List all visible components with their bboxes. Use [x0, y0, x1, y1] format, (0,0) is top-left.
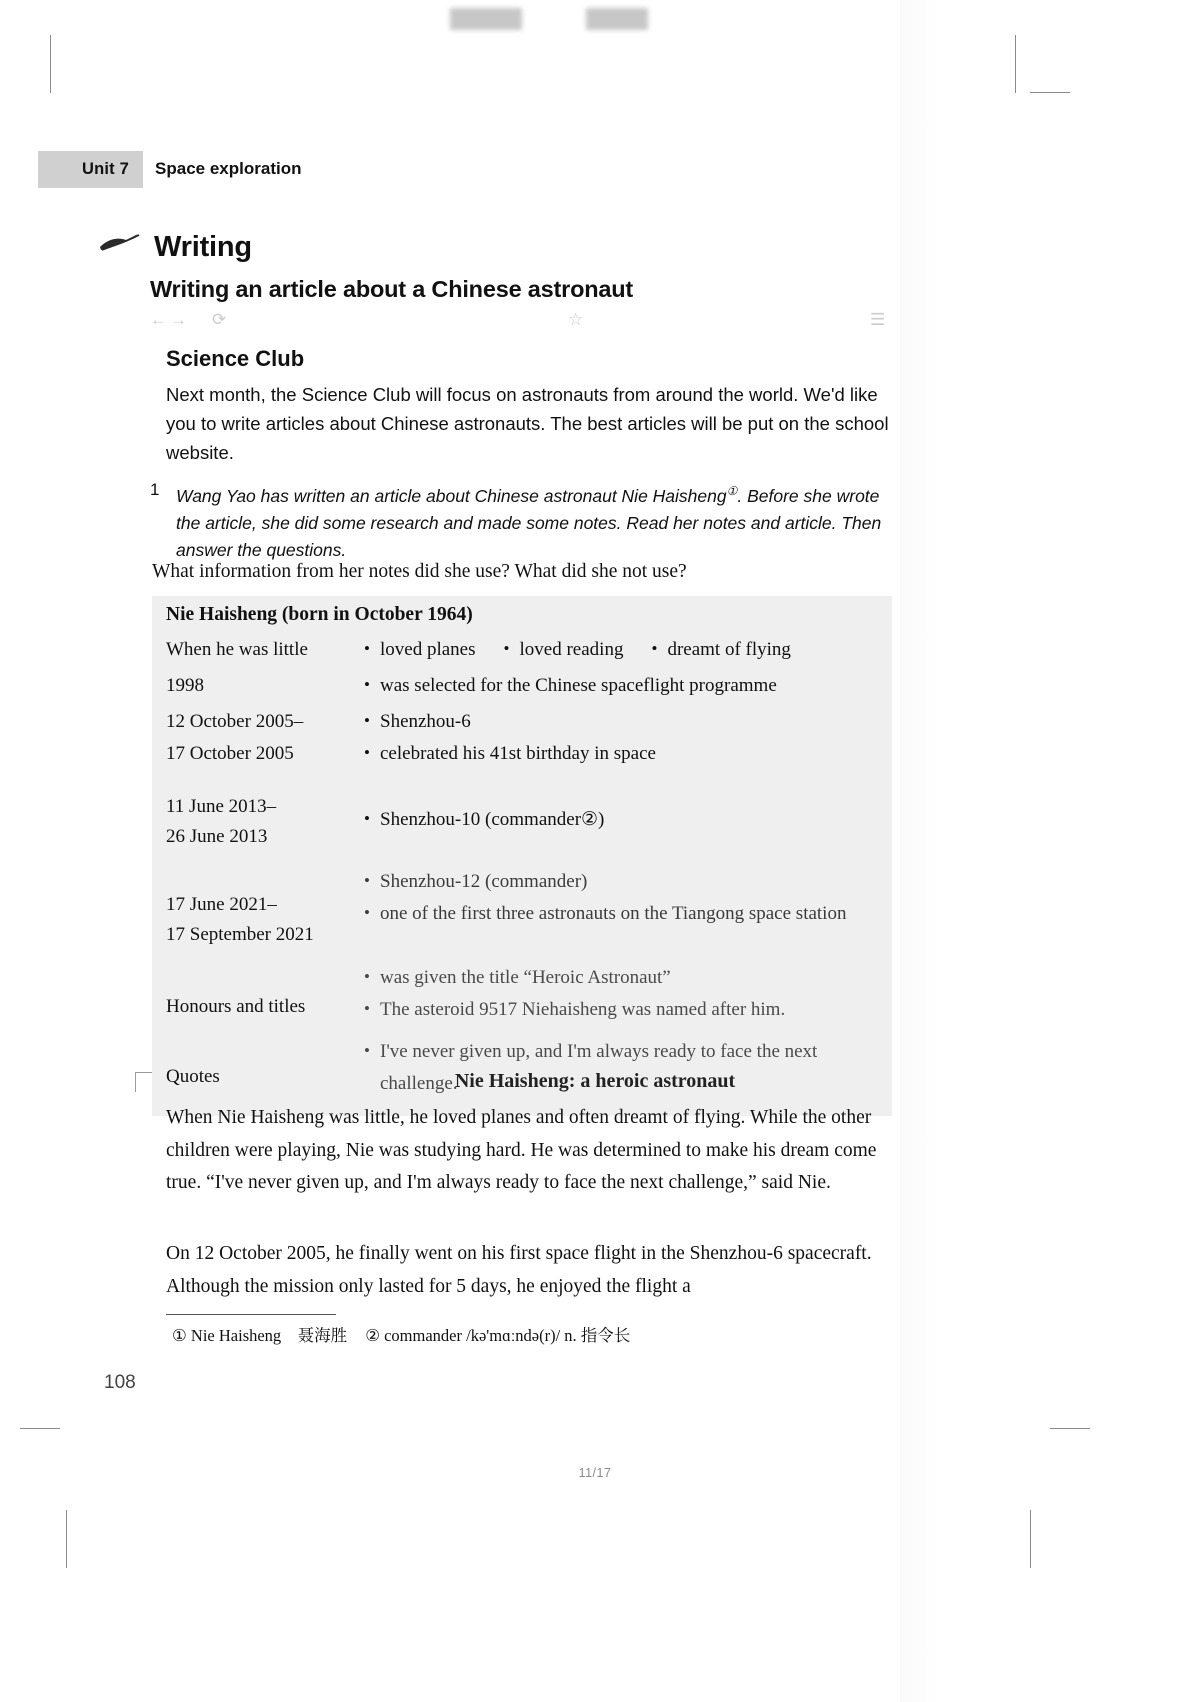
notes-item: • one of the first three astronauts on the Tiangong space station — [362, 898, 892, 930]
open-book-icon — [98, 228, 144, 259]
browser-chrome-watermark — [150, 310, 890, 340]
notes-item: • I've never given up, and I'm always ready to face the next challenge. — [362, 1036, 892, 1100]
reload-icon[interactable]: ⟳ — [212, 310, 227, 329]
crop-mark-bottom-right — [1030, 1510, 1031, 1568]
notes-row-label: When he was little — [166, 639, 308, 660]
notes-row-label-line1: Quotes — [166, 1066, 220, 1087]
scan-smudge-right — [586, 8, 648, 30]
notes-row-items — [362, 866, 892, 930]
scan-smudge-left — [450, 8, 522, 30]
section-heading: Writing — [154, 231, 252, 263]
scan-shadow-band — [900, 0, 940, 1702]
notes-row-label: 1998 — [166, 675, 204, 696]
crop-mark-top-left — [50, 35, 51, 93]
notes-item: • loved reading — [502, 634, 624, 666]
notes-item: • was selected for the Chinese spaceflight programme — [362, 670, 892, 702]
notes-row-label-line1: 12 October 2005– — [166, 711, 304, 732]
writing-heading — [98, 228, 252, 264]
notes-row-label-line2: 17 September 2021 — [166, 924, 314, 945]
notes-item: • The asteroid 9517 Niehaisheng was named after him. — [362, 994, 892, 1026]
unit-tab-label: Unit 7 — [38, 151, 143, 188]
back-arrow-icon[interactable]: ← — [150, 310, 167, 329]
crop-mark-top-right-h — [1030, 92, 1070, 93]
article-title: Nie Haisheng: a heroic astronaut — [454, 1070, 736, 1092]
notes-item: • Shenzhou-12 (commander) — [362, 866, 892, 898]
notes-row-label — [152, 706, 362, 770]
footnote-marker-1: ① — [726, 484, 738, 498]
table-row — [152, 772, 892, 854]
notes-item: • Shenzhou-10 (commander②) — [362, 804, 892, 836]
notes-item: • celebrated his 41st birthday in space — [362, 738, 892, 770]
exercise-prompt — [176, 478, 884, 564]
exercise-prompt-main: Wang Yao has written an article about Chinese astronaut Nie Haisheng — [176, 485, 727, 506]
notes-row-items — [362, 670, 892, 702]
article-paragraph: When Nie Haisheng was little, he loved planes and often dreamt of flying. While the other children were playing, Nie was studying hard. He was determined to make his dream come true. “I've never given up, and I'm always ready to face the next challenge,” said Nie. — [166, 1107, 877, 1193]
section-subheading: Writing an article about a Chinese astronaut — [150, 276, 634, 302]
crop-mark-bottom-left — [66, 1510, 67, 1568]
notes-row-items — [362, 962, 892, 1026]
article-paragraph: On 12 October 2005, he finally went on his first space flight in the Shenzhou-6 spacecraft. Although the mission only lasted for 5 days, he enjoyed the flight a — [166, 1243, 872, 1297]
table-row — [152, 952, 892, 1028]
table-row — [152, 632, 892, 668]
notes-row-label-line2: 26 June 2013 — [166, 826, 268, 847]
crop-mark-bottom-left-h — [20, 1428, 60, 1429]
forward-arrow-icon[interactable]: → — [170, 310, 187, 329]
table-row — [152, 854, 892, 952]
footnote-1: ① Nie Haisheng 聂海胜 — [172, 1326, 348, 1345]
notes-row-label-line1: Honours and titles — [166, 996, 306, 1017]
pager-indicator: 11/17 — [578, 1466, 612, 1480]
unit-title: Space exploration — [155, 159, 302, 178]
crop-mark-top-right — [1015, 35, 1016, 93]
exercise-prompt-rest: . Before she wrote the article, she did some research and made some notes. Read her notes and article. Then answer the questions. — [176, 485, 882, 560]
crop-mark-bottom-right-h — [1050, 1428, 1090, 1429]
notes-row-label — [152, 866, 362, 950]
exercise-question: What information from her notes did she use? What did she not use? — [152, 561, 687, 582]
footnote-divider — [166, 1314, 336, 1315]
notice-title: Science Club — [166, 346, 305, 371]
notes-row-items — [362, 706, 892, 770]
notes-item: • Shenzhou-6 — [362, 706, 892, 738]
unit-header — [38, 150, 301, 188]
hamburger-menu-icon[interactable]: ☰ — [870, 310, 886, 329]
table-row — [152, 668, 892, 704]
notice-body: Next month, the Science Club will focus on astronauts from around the world. We'd like you to write articles about Chinese astronauts. The best articles will be put on the school website. — [166, 384, 889, 463]
notes-row-items — [362, 782, 892, 836]
notes-row-label-line2: 17 October 2005 — [166, 743, 294, 764]
table-row — [152, 704, 892, 772]
notes-item: • loved planes — [362, 634, 476, 666]
notes-row-label — [152, 782, 362, 852]
page-number: 108 — [104, 1372, 136, 1393]
footnote-2: ② commander /kə'mɑːndə(r)/ n. 指令长 — [365, 1326, 631, 1345]
notes-table — [152, 596, 892, 1116]
exercise-number: 1 — [150, 480, 160, 499]
notes-item: • was given the title “Heroic Astronaut” — [362, 962, 892, 994]
footnotes — [172, 1322, 630, 1346]
notes-row-label-line1: 11 June 2013– — [166, 796, 277, 817]
notes-table-header: Nie Haisheng (born in October 1964) — [166, 604, 473, 625]
notes-item: • dreamt of flying — [649, 634, 790, 666]
bookmark-star-icon[interactable]: ☆ — [568, 310, 584, 329]
notes-row-items — [362, 634, 892, 666]
notes-row-label-line1: 17 June 2021– — [166, 894, 277, 915]
notes-row-label — [152, 962, 362, 1022]
